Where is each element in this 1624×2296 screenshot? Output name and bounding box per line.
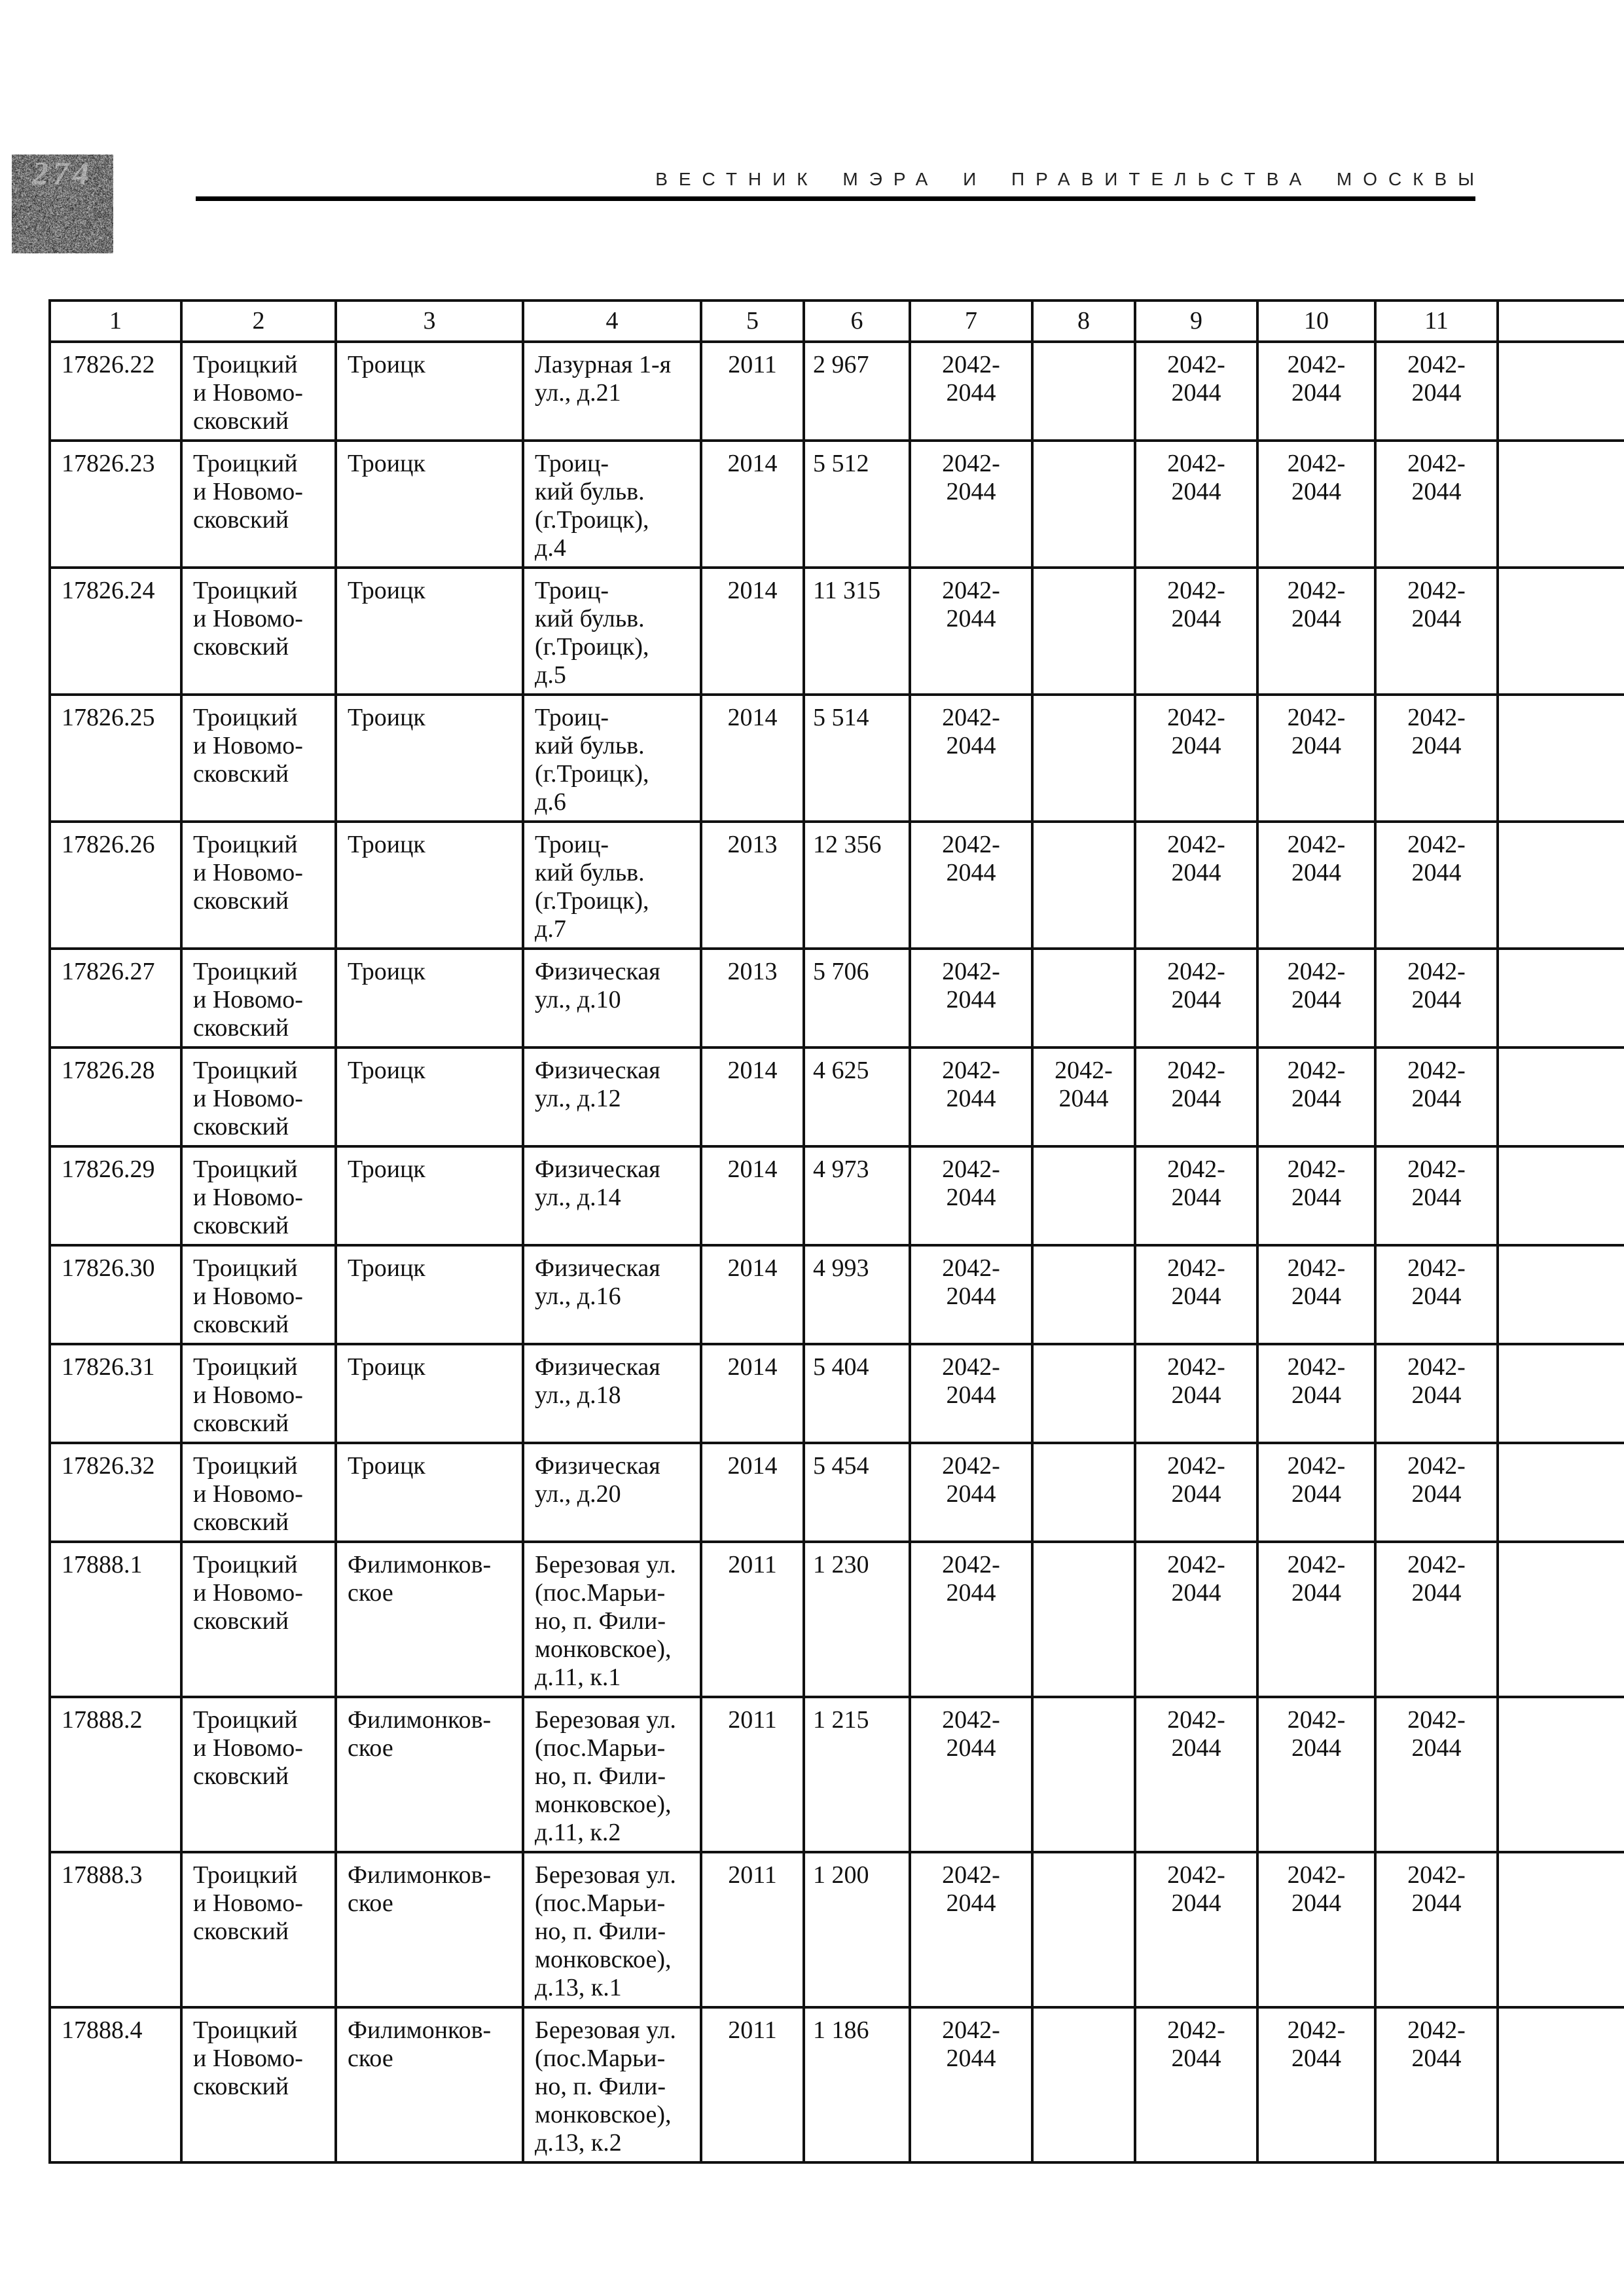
column-number-2: 2 bbox=[181, 301, 336, 342]
table-cell-col-9: 2042- 2044 bbox=[1135, 695, 1257, 822]
table-cell-col-7: 2042- 2044 bbox=[910, 1344, 1032, 1443]
table-cell-col-7: 2042- 2044 bbox=[910, 441, 1032, 568]
table-cell-col-8 bbox=[1032, 2007, 1135, 2162]
table-cell-col-3: Троицк bbox=[336, 342, 523, 441]
table-cell-col-8 bbox=[1032, 695, 1135, 822]
table-cell-col-10: 2042- 2044 bbox=[1257, 822, 1375, 949]
table-cell-col-1: 17826.32 bbox=[50, 1443, 181, 1542]
table-cell-col-2: Троицкий и Новомо- сковский bbox=[181, 1697, 336, 1852]
table-cell-col-9: 2042- 2044 bbox=[1135, 822, 1257, 949]
table-cell-col-8 bbox=[1032, 1542, 1135, 1697]
table-cell-col-10: 2042- 2044 bbox=[1257, 1344, 1375, 1443]
table-cell-col-10: 2042- 2044 bbox=[1257, 1443, 1375, 1542]
table-cell-col-12-cut-off bbox=[1498, 1344, 1624, 1443]
column-number-row bbox=[50, 301, 1624, 342]
table-cell-col-5: 2014 bbox=[701, 695, 804, 822]
table-cell-col-2: Троицкий и Новомо- сковский bbox=[181, 1852, 336, 2007]
table-cell-col-3: Филимонков- ское bbox=[336, 1697, 523, 1852]
table-cell-col-10: 2042- 2044 bbox=[1257, 1542, 1375, 1697]
table-cell-col-6: 2 967 bbox=[804, 342, 910, 441]
table-cell-col-6: 12 356 bbox=[804, 822, 910, 949]
table-cell-col-7: 2042- 2044 bbox=[910, 568, 1032, 695]
column-number-3: 3 bbox=[336, 301, 523, 342]
table-cell-col-3: Троицк bbox=[336, 441, 523, 568]
journal-title: ВЕСТНИК МЭРА И ПРАВИТЕЛЬСТВА МОСКВЫ bbox=[655, 169, 1485, 189]
table-cell-col-11: 2042- 2044 bbox=[1375, 441, 1498, 568]
table-cell-col-8 bbox=[1032, 822, 1135, 949]
table-cell-col-4: Березовая ул. (пос.Марьи- но, п. Фили- монковское), д.11, к.1 bbox=[523, 1542, 701, 1697]
table-cell-col-1: 17826.27 bbox=[50, 949, 181, 1048]
table-cell-col-12-cut-off bbox=[1498, 822, 1624, 949]
table-cell-col-11: 2042- 2044 bbox=[1375, 822, 1498, 949]
table-cell-col-9: 2042- 2044 bbox=[1135, 342, 1257, 441]
table-cell-col-4: Березовая ул. (пос.Марьи- но, п. Фили- монковское), д.13, к.2 bbox=[523, 2007, 701, 2162]
table-cell-col-6: 4 973 bbox=[804, 1146, 910, 1245]
table-cell-col-1: 17888.4 bbox=[50, 2007, 181, 2162]
table-cell-col-1: 17826.28 bbox=[50, 1048, 181, 1146]
table-cell-col-3: Троицк bbox=[336, 695, 523, 822]
table-cell-col-10: 2042- 2044 bbox=[1257, 568, 1375, 695]
table-cell-col-9: 2042- 2044 bbox=[1135, 1344, 1257, 1443]
table-cell-col-5: 2011 bbox=[701, 1697, 804, 1852]
page-number: 274 bbox=[32, 155, 93, 191]
table-row bbox=[50, 342, 1624, 441]
table-cell-col-2: Троицкий и Новомо- сковский bbox=[181, 1542, 336, 1697]
table-row bbox=[50, 568, 1624, 695]
table-cell-col-4: Физическая ул., д.18 bbox=[523, 1344, 701, 1443]
table-cell-col-3: Троицк bbox=[336, 1344, 523, 1443]
table-cell-col-11: 2042- 2044 bbox=[1375, 1443, 1498, 1542]
column-12-cut-off-header bbox=[1498, 301, 1624, 342]
table-row bbox=[50, 1146, 1624, 1245]
table-cell-col-10: 2042- 2044 bbox=[1257, 1697, 1375, 1852]
table-cell-col-5: 2011 bbox=[701, 1852, 804, 2007]
table-cell-col-11: 2042- 2044 bbox=[1375, 342, 1498, 441]
table-cell-col-2: Троицкий и Новомо- сковский bbox=[181, 1048, 336, 1146]
table-cell-col-4: Троиц- кий бульв. (г.Троицк), д.5 bbox=[523, 568, 701, 695]
table-cell-col-6: 5 514 bbox=[804, 695, 910, 822]
table-cell-col-9: 2042- 2044 bbox=[1135, 1542, 1257, 1697]
table-row bbox=[50, 441, 1624, 568]
table-row bbox=[50, 1245, 1624, 1344]
table-cell-col-8 bbox=[1032, 568, 1135, 695]
table-cell-col-10: 2042- 2044 bbox=[1257, 1146, 1375, 1245]
column-number-10: 10 bbox=[1257, 301, 1375, 342]
table-cell-col-2: Троицкий и Новомо- сковский bbox=[181, 568, 336, 695]
table-cell-col-7: 2042- 2044 bbox=[910, 949, 1032, 1048]
table-cell-col-8 bbox=[1032, 1852, 1135, 2007]
table-cell-col-4: Троиц- кий бульв. (г.Троицк), д.4 bbox=[523, 441, 701, 568]
table-cell-col-12-cut-off bbox=[1498, 949, 1624, 1048]
column-number-1: 1 bbox=[50, 301, 181, 342]
table-cell-col-10: 2042- 2044 bbox=[1257, 1048, 1375, 1146]
table-cell-col-7: 2042- 2044 bbox=[910, 695, 1032, 822]
table-cell-col-10: 2042- 2044 bbox=[1257, 342, 1375, 441]
table-cell-col-2: Троицкий и Новомо- сковский bbox=[181, 2007, 336, 2162]
table-cell-col-8 bbox=[1032, 441, 1135, 568]
table-cell-col-11: 2042- 2044 bbox=[1375, 2007, 1498, 2162]
table-cell-col-8 bbox=[1032, 1344, 1135, 1443]
table-cell-col-2: Троицкий и Новомо- сковский bbox=[181, 949, 336, 1048]
column-number-5: 5 bbox=[701, 301, 804, 342]
table-cell-col-6: 1 200 bbox=[804, 1852, 910, 2007]
table-cell-col-8 bbox=[1032, 342, 1135, 441]
table-cell-col-5: 2014 bbox=[701, 1344, 804, 1443]
table-cell-col-6: 4 625 bbox=[804, 1048, 910, 1146]
table-cell-col-1: 17826.30 bbox=[50, 1245, 181, 1344]
table-body bbox=[50, 342, 1624, 2162]
table-cell-col-5: 2014 bbox=[701, 441, 804, 568]
table-cell-col-3: Троицк bbox=[336, 1443, 523, 1542]
table-cell-col-4: Физическая ул., д.12 bbox=[523, 1048, 701, 1146]
table-cell-col-5: 2014 bbox=[701, 1048, 804, 1146]
table-cell-col-9: 2042- 2044 bbox=[1135, 441, 1257, 568]
table-cell-col-9: 2042- 2044 bbox=[1135, 1697, 1257, 1852]
table-cell-col-5: 2013 bbox=[701, 949, 804, 1048]
table-cell-col-6: 5 512 bbox=[804, 441, 910, 568]
table-cell-col-4: Лазурная 1-я ул., д.21 bbox=[523, 342, 701, 441]
table-cell-col-1: 17826.22 bbox=[50, 342, 181, 441]
table-cell-col-10: 2042- 2044 bbox=[1257, 2007, 1375, 2162]
table-cell-col-1: 17826.23 bbox=[50, 441, 181, 568]
table-cell-col-6: 5 706 bbox=[804, 949, 910, 1048]
column-number-11: 11 bbox=[1375, 301, 1498, 342]
table-row bbox=[50, 1697, 1624, 1852]
table-cell-col-9: 2042- 2044 bbox=[1135, 1245, 1257, 1344]
table-cell-col-12-cut-off bbox=[1498, 695, 1624, 822]
table-cell-col-3: Троицк bbox=[336, 1245, 523, 1344]
table-cell-col-1: 17888.2 bbox=[50, 1697, 181, 1852]
table-cell-col-5: 2014 bbox=[701, 1245, 804, 1344]
table-cell-col-4: Троиц- кий бульв. (г.Троицк), д.7 bbox=[523, 822, 701, 949]
header-rule bbox=[196, 196, 1475, 201]
table-cell-col-5: 2014 bbox=[701, 1443, 804, 1542]
table-cell-col-4: Физическая ул., д.20 bbox=[523, 1443, 701, 1542]
table-cell-col-1: 17826.26 bbox=[50, 822, 181, 949]
table-cell-col-5: 2011 bbox=[701, 1542, 804, 1697]
table-cell-col-8 bbox=[1032, 1146, 1135, 1245]
table-cell-col-2: Троицкий и Новомо- сковский bbox=[181, 695, 336, 822]
table-cell-col-9: 2042- 2044 bbox=[1135, 2007, 1257, 2162]
table-cell-col-12-cut-off bbox=[1498, 1542, 1624, 1697]
table-cell-col-2: Троицкий и Новомо- сковский bbox=[181, 342, 336, 441]
table-cell-col-6: 5 454 bbox=[804, 1443, 910, 1542]
table-cell-col-2: Троицкий и Новомо- сковский bbox=[181, 1344, 336, 1443]
table-cell-col-11: 2042- 2044 bbox=[1375, 1542, 1498, 1697]
table-cell-col-7: 2042- 2044 bbox=[910, 1048, 1032, 1146]
table-row bbox=[50, 1852, 1624, 2007]
table-row bbox=[50, 1048, 1624, 1146]
table-cell-col-10: 2042- 2044 bbox=[1257, 1852, 1375, 2007]
table-row bbox=[50, 1542, 1624, 1697]
data-table bbox=[48, 299, 1624, 2164]
page-number-stamp bbox=[12, 155, 113, 253]
table-cell-col-12-cut-off bbox=[1498, 568, 1624, 695]
table-cell-col-9: 2042- 2044 bbox=[1135, 1852, 1257, 2007]
table-cell-col-3: Троицк bbox=[336, 822, 523, 949]
table-cell-col-8 bbox=[1032, 1245, 1135, 1344]
table-cell-col-11: 2042- 2044 bbox=[1375, 695, 1498, 822]
table-cell-col-1: 17826.25 bbox=[50, 695, 181, 822]
table-cell-col-1: 17888.1 bbox=[50, 1542, 181, 1697]
table-cell-col-6: 4 993 bbox=[804, 1245, 910, 1344]
table-cell-col-11: 2042- 2044 bbox=[1375, 1852, 1498, 2007]
table-cell-col-11: 2042- 2044 bbox=[1375, 1344, 1498, 1443]
table-cell-col-3: Троицк bbox=[336, 568, 523, 695]
table-cell-col-7: 2042- 2044 bbox=[910, 1542, 1032, 1697]
table-cell-col-7: 2042- 2044 bbox=[910, 1146, 1032, 1245]
table-row bbox=[50, 695, 1624, 822]
table-cell-col-5: 2014 bbox=[701, 568, 804, 695]
table-cell-col-9: 2042- 2044 bbox=[1135, 1048, 1257, 1146]
table-cell-col-11: 2042- 2044 bbox=[1375, 1146, 1498, 1245]
column-number-7: 7 bbox=[910, 301, 1032, 342]
table-cell-col-4: Березовая ул. (пос.Марьи- но, п. Фили- монковское), д.13, к.1 bbox=[523, 1852, 701, 2007]
table-cell-col-8: 2042- 2044 bbox=[1032, 1048, 1135, 1146]
table-cell-col-12-cut-off bbox=[1498, 342, 1624, 441]
column-number-4: 4 bbox=[523, 301, 701, 342]
table-cell-col-3: Троицк bbox=[336, 949, 523, 1048]
table-cell-col-12-cut-off bbox=[1498, 1852, 1624, 2007]
table-cell-col-7: 2042- 2044 bbox=[910, 2007, 1032, 2162]
table-cell-col-2: Троицкий и Новомо- сковский bbox=[181, 1443, 336, 1542]
table-cell-col-3: Филимонков- ское bbox=[336, 1542, 523, 1697]
table-row bbox=[50, 2007, 1624, 2162]
column-number-6: 6 bbox=[804, 301, 910, 342]
table-cell-col-3: Троицк bbox=[336, 1048, 523, 1146]
table-cell-col-9: 2042- 2044 bbox=[1135, 949, 1257, 1048]
table-cell-col-7: 2042- 2044 bbox=[910, 1697, 1032, 1852]
table-cell-col-4: Березовая ул. (пос.Марьи- но, п. Фили- монковское), д.11, к.2 bbox=[523, 1697, 701, 1852]
table-cell-col-9: 2042- 2044 bbox=[1135, 1146, 1257, 1245]
table-cell-col-8 bbox=[1032, 949, 1135, 1048]
table-cell-col-2: Троицкий и Новомо- сковский bbox=[181, 1245, 336, 1344]
table-cell-col-1: 17826.24 bbox=[50, 568, 181, 695]
table-cell-col-10: 2042- 2044 bbox=[1257, 441, 1375, 568]
table-cell-col-12-cut-off bbox=[1498, 1443, 1624, 1542]
table-cell-col-4: Физическая ул., д.14 bbox=[523, 1146, 701, 1245]
table-cell-col-6: 1 230 bbox=[804, 1542, 910, 1697]
table-cell-col-7: 2042- 2044 bbox=[910, 822, 1032, 949]
table-cell-col-11: 2042- 2044 bbox=[1375, 949, 1498, 1048]
table-cell-col-6: 1 186 bbox=[804, 2007, 910, 2162]
table-cell-col-10: 2042- 2044 bbox=[1257, 1245, 1375, 1344]
table-cell-col-8 bbox=[1032, 1443, 1135, 1542]
table-cell-col-12-cut-off bbox=[1498, 1245, 1624, 1344]
table-cell-col-6: 5 404 bbox=[804, 1344, 910, 1443]
table-cell-col-7: 2042- 2044 bbox=[910, 1852, 1032, 2007]
table-cell-col-11: 2042- 2044 bbox=[1375, 1697, 1498, 1852]
table-row bbox=[50, 949, 1624, 1048]
column-number-8: 8 bbox=[1032, 301, 1135, 342]
table-cell-col-6: 11 315 bbox=[804, 568, 910, 695]
table-cell-col-3: Филимонков- ское bbox=[336, 1852, 523, 2007]
table-cell-col-11: 2042- 2044 bbox=[1375, 568, 1498, 695]
table-cell-col-11: 2042- 2044 bbox=[1375, 1245, 1498, 1344]
table-cell-col-8 bbox=[1032, 1697, 1135, 1852]
table-cell-col-12-cut-off bbox=[1498, 1146, 1624, 1245]
table-cell-col-5: 2011 bbox=[701, 342, 804, 441]
table-row bbox=[50, 1344, 1624, 1443]
table-cell-col-10: 2042- 2044 bbox=[1257, 695, 1375, 822]
table-cell-col-1: 17826.31 bbox=[50, 1344, 181, 1443]
table-cell-col-4: Физическая ул., д.10 bbox=[523, 949, 701, 1048]
table-cell-col-7: 2042- 2044 bbox=[910, 1443, 1032, 1542]
table-cell-col-2: Троицкий и Новомо- сковский bbox=[181, 822, 336, 949]
table-cell-col-7: 2042- 2044 bbox=[910, 342, 1032, 441]
table-row bbox=[50, 822, 1624, 949]
table-cell-col-6: 1 215 bbox=[804, 1697, 910, 1852]
table-cell-col-3: Троицк bbox=[336, 1146, 523, 1245]
table-cell-col-4: Физическая ул., д.16 bbox=[523, 1245, 701, 1344]
table-cell-col-9: 2042- 2044 bbox=[1135, 1443, 1257, 1542]
table-row bbox=[50, 1443, 1624, 1542]
table-cell-col-4: Троиц- кий бульв. (г.Троицк), д.6 bbox=[523, 695, 701, 822]
table-cell-col-9: 2042- 2044 bbox=[1135, 568, 1257, 695]
table-cell-col-12-cut-off bbox=[1498, 2007, 1624, 2162]
table-cell-col-12-cut-off bbox=[1498, 1697, 1624, 1852]
table-cell-col-3: Филимонков- ское bbox=[336, 2007, 523, 2162]
table-cell-col-7: 2042- 2044 bbox=[910, 1245, 1032, 1344]
table-cell-col-1: 17888.3 bbox=[50, 1852, 181, 2007]
column-number-9: 9 bbox=[1135, 301, 1257, 342]
table-cell-col-2: Троицкий и Новомо- сковский bbox=[181, 1146, 336, 1245]
table-cell-col-12-cut-off bbox=[1498, 1048, 1624, 1146]
table-cell-col-10: 2042- 2044 bbox=[1257, 949, 1375, 1048]
table-cell-col-5: 2011 bbox=[701, 2007, 804, 2162]
table-cell-col-12-cut-off bbox=[1498, 441, 1624, 568]
table-cell-col-5: 2013 bbox=[701, 822, 804, 949]
table-cell-col-1: 17826.29 bbox=[50, 1146, 181, 1245]
table-cell-col-11: 2042- 2044 bbox=[1375, 1048, 1498, 1146]
table-cell-col-5: 2014 bbox=[701, 1146, 804, 1245]
table-cell-col-2: Троицкий и Новомо- сковский bbox=[181, 441, 336, 568]
